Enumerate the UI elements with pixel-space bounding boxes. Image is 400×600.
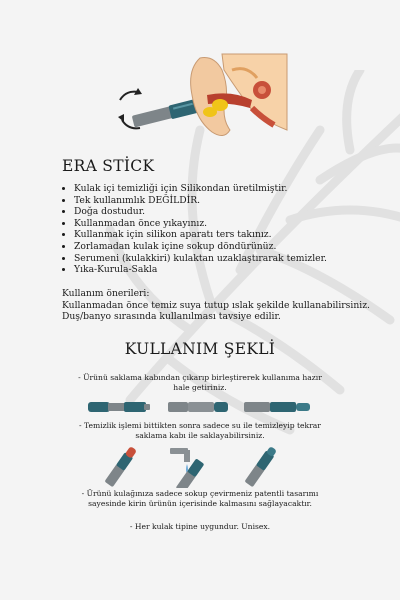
list-item: • Yıka-Kurula-Sakla: [74, 264, 374, 276]
recommendation-line: Duş/banyo sırasında kullanılması tavsiye edilir.: [62, 311, 281, 322]
water-tap-icon: [170, 448, 190, 474]
ear-stick-illustration: [112, 50, 290, 145]
usage-step: - Temizlik işlemi bittikten sonra sadece su ile temizleyip tekrar saklama kabı ile saklayabilirsiniz.: [79, 421, 321, 440]
feature-list: [62, 183, 374, 276]
usage-recommendations: [62, 288, 382, 323]
recommendation-line: Kullanmadan önce temiz suya tutup ıslak şekilde kullanabilirsiniz.: [62, 299, 370, 311]
list-item: • Kullanmak için silikon aparatı ters takınız.: [74, 229, 374, 241]
list-item: • Tek kullanımlık DEĞİLDİR.: [74, 195, 374, 207]
list-item: • Doğa dostudur.: [74, 206, 374, 218]
stick-parts-middle: [168, 402, 228, 412]
usage-title: KULLANIM ŞEKLİ: [124, 340, 276, 358]
list-item: • Zorlamadan kulak içine sokup döndürünüz.: [74, 241, 374, 253]
assembly-illustration: [88, 398, 312, 416]
usage-step: - Her kulak tipine uygundur. Unisex.: [129, 522, 271, 531]
cleaning-illustration: [100, 446, 300, 488]
usage-step: - Ürünü kulağınıza sadece sokup çevirmeniz patentli tasarımı sayesinde kirin ürünün içerisinde kalmasını sağlayacaktır.: [81, 489, 319, 508]
list-item: • Serumeni (kulakkiri) kulaktan uzaklaştırarak temizler.: [74, 253, 374, 265]
usage-step: - Ürünü saklama kabından çıkarıp birleştirerek kullanıma hazır hale getiriniz.: [78, 373, 322, 392]
list-item: • Kulak içi temizliği için Silikondan üretilmiştir.: [74, 183, 374, 195]
stick-parts-assembled: [244, 402, 310, 412]
list-item: • Kullanmadan önce yıkayınız.: [74, 218, 374, 230]
stick-parts-separated: [88, 402, 150, 412]
recommendations-heading: Kullanım önerileri:: [62, 288, 150, 299]
page-title: ERA STİCK: [62, 157, 155, 175]
